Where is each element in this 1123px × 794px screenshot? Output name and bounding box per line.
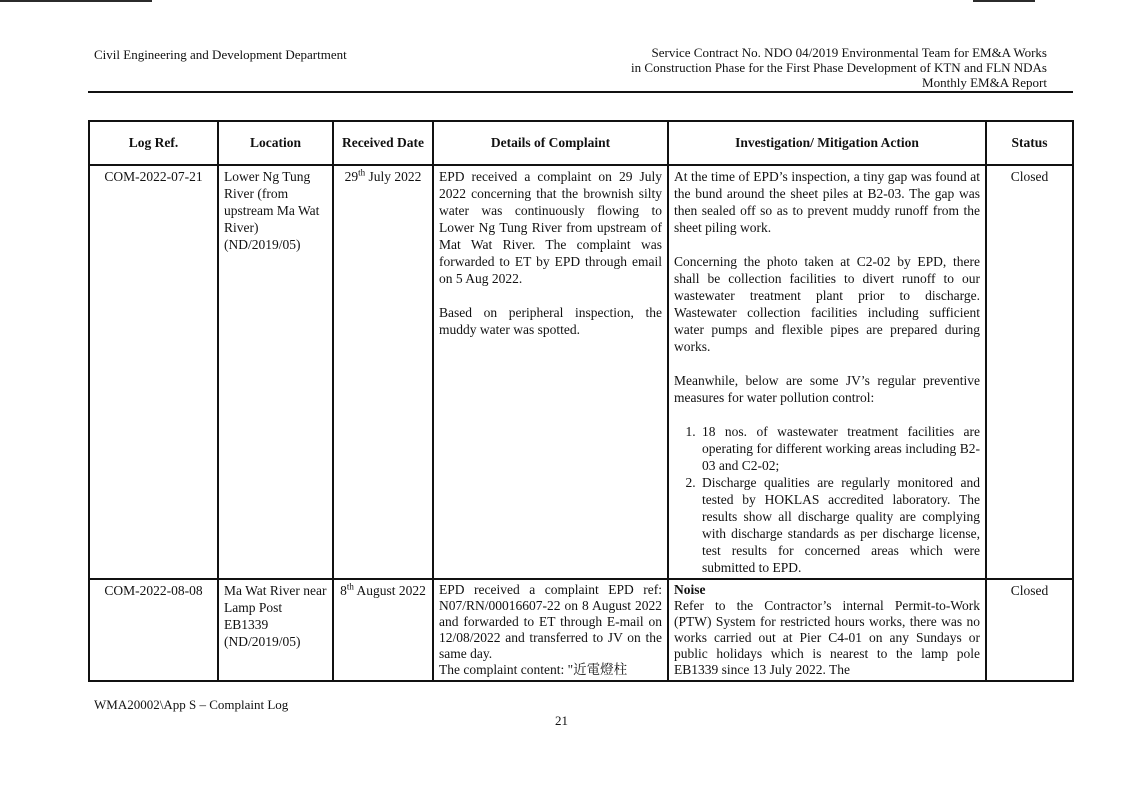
column-header-log-ref: Log Ref.: [89, 121, 218, 165]
log-ref-cell: COM-2022-08-08: [89, 579, 218, 681]
action-cell: [668, 579, 986, 681]
clipped-content: [674, 582, 980, 678]
date-ordinal: th: [358, 167, 366, 178]
details-cell: [433, 579, 668, 681]
details-cell: [433, 165, 668, 579]
details-paragraph: The complaint content: "近電燈柱: [439, 662, 628, 677]
details-paragraph: Based on peripheral inspection, the muddy water was spotted.: [439, 305, 662, 337]
table-row: [89, 579, 1073, 681]
header-contract-line2: in Construction Phase for the First Phase Development of KTN and FLN NDAs: [631, 60, 1047, 75]
header-department: Civil Engineering and Development Department: [94, 47, 347, 62]
date-day: 8: [340, 583, 347, 598]
location-cell: Lower Ng Tung River (from upstream Ma Wat River) (ND/2019/05): [218, 165, 333, 579]
action-paragraph: Refer to the Contractor’s internal Permit-to-Work (PTW) System for restricted hours works, there was no works carried out at Pier C4-01 on any Sundays or public holidays which is nearest to the lamp pole EB1339 since 13 July 2022. The: [674, 598, 980, 677]
page-number: 21: [555, 713, 568, 728]
location-cell: Ma Wat River near Lamp Post EB1339 (ND/2019/05): [218, 579, 333, 681]
date-rest: August 2022: [356, 583, 426, 598]
details-paragraph: EPD received a complaint on 29 July 2022 concerning that the brownish silty water was continuously flowing to Lower Ng Tung River from upstream of Mat Wat River. The complaint was forwarded to ET by EPD through email on 5 Aug 2022.: [439, 169, 662, 286]
header-report-title: Monthly EM&A Report: [922, 75, 1047, 90]
date-ordinal: th: [346, 581, 354, 592]
header-divider-line: [88, 91, 1073, 93]
list-item: 1. 18 nos. of wastewater treatment facilities are operating for different working areas including B2-03 and C2-02;: [699, 423, 980, 474]
action-heading: Noise: [674, 582, 706, 597]
scan-artifact-top-right: [973, 0, 1035, 2]
received-date-cell: [333, 165, 433, 579]
footer-reference: WMA20002\App S – Complaint Log: [94, 697, 289, 712]
date-day: 29: [344, 169, 359, 184]
header-contract-info: [631, 45, 1047, 90]
scan-artifact-top-left: [0, 0, 152, 2]
table-header-row: [89, 121, 1073, 165]
clipped-content: [439, 582, 662, 678]
complaint-log-table: [88, 120, 1074, 682]
column-header-details: Details of Complaint: [433, 121, 668, 165]
status-cell: Closed: [986, 579, 1073, 681]
action-paragraph: Meanwhile, below are some JV’s regular preventive measures for water pollution control:: [674, 373, 980, 405]
column-header-status: Status: [986, 121, 1073, 165]
details-paragraph: EPD received a complaint EPD ref: N07/RN/00016607-22 on 8 August 2022 and forwarded to ET through E-mail on 12/08/2022 and transferred to JV on the same day.: [439, 582, 662, 661]
received-date-cell: [333, 579, 433, 681]
action-cell: [668, 165, 986, 579]
table-row: [89, 165, 1073, 579]
column-header-action: Investigation/ Mitigation Action: [668, 121, 986, 165]
action-paragraph: At the time of EPD’s inspection, a tiny gap was found at the bund around the sheet piles at B2-03. The gap was then sealed off so as to prevent muddy runoff from the sheet piling work.: [674, 169, 980, 235]
action-paragraph: Concerning the photo taken at C2-02 by EPD, there shall be collection facilities to divert runoff to our wastewater treatment plant prior to discharge. Wastewater collection facilities including sufficient water pumps and flexible pipes are prepared during works.: [674, 254, 980, 354]
column-header-received-date: Received Date: [333, 121, 433, 165]
status-cell: Closed: [986, 165, 1073, 579]
column-header-location: Location: [218, 121, 333, 165]
date-rest: July 2022: [368, 169, 422, 184]
log-ref-cell: COM-2022-07-21: [89, 165, 218, 579]
preventive-measures-list: [674, 423, 980, 576]
list-item: 2. Discharge qualities are regularly monitored and tested by HOKLAS accredited laboratory. The results show all discharge quality are complying with discharge standards as per discharge license, test results for concerned areas which were submitted to EPD.: [699, 474, 980, 576]
header-contract-line1: Service Contract No. NDO 04/2019 Environmental Team for EM&A Works: [651, 45, 1047, 60]
